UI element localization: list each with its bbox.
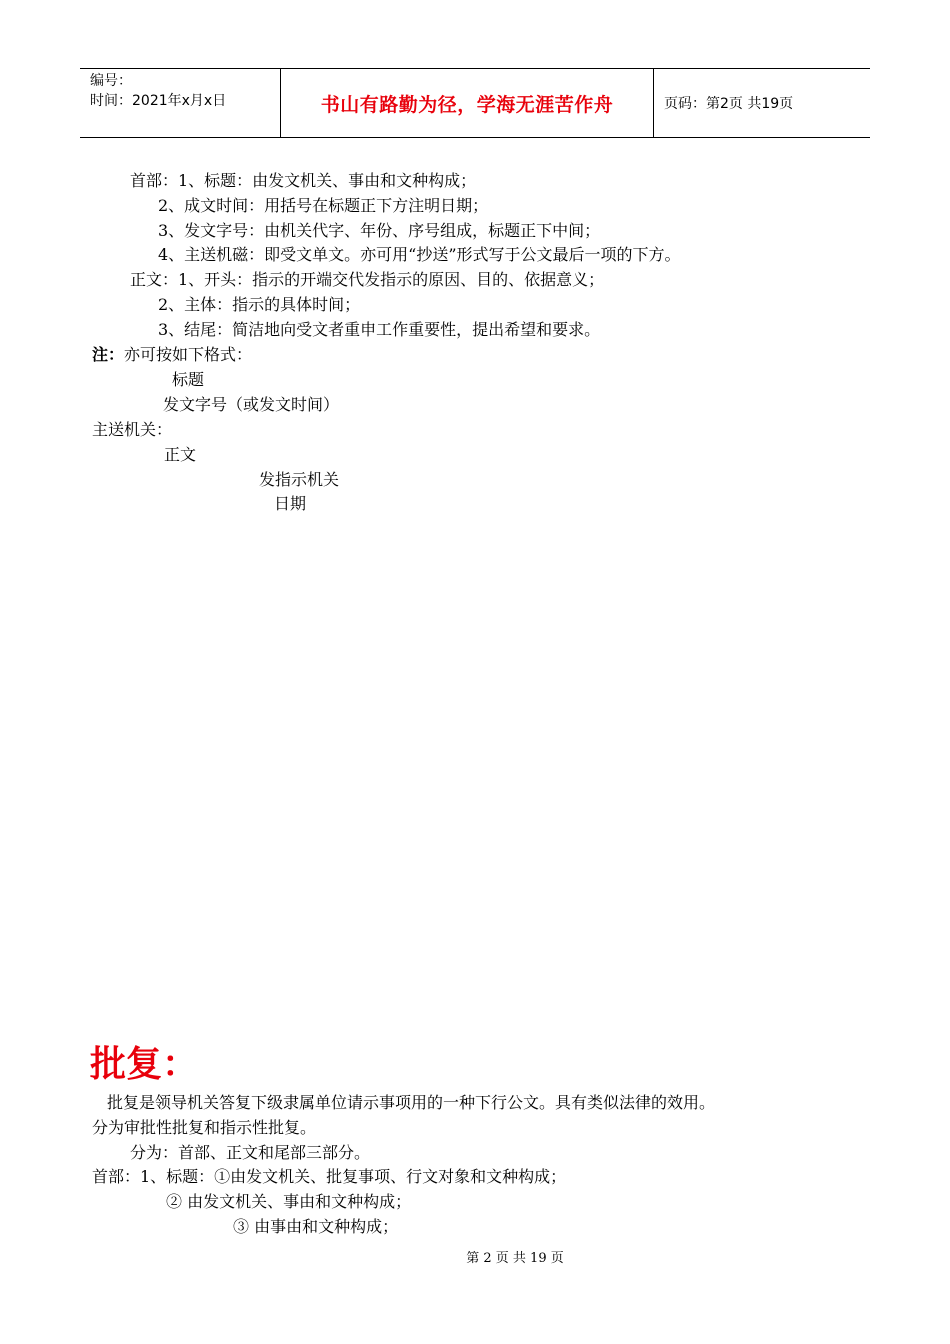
intro-line: 批复是领导机关答复下级隶属单位请示事项用的一种下行公文。具有类似法律的效用。 [107,1093,716,1112]
number-label: 编号： [90,73,132,89]
header-page-info: 页码：第2页 共19页 [664,96,794,112]
rule-line: ② 由发文机关、事由和文种构成； [166,1192,412,1211]
format-issuer: 发指示机关 [259,470,340,489]
text-line: 2、主体：指示的具体时间； [158,295,361,314]
format-doc-no: 发文字号（或发文时间） [163,395,340,414]
text-line: 3、发文字号：由机关代字、年份、序号组成，标题正下中间； [158,221,601,240]
note-line [92,344,252,366]
note-text: 亦可按如下格式： [124,345,253,364]
text-line: 2、成文时间：用括号在标题正下方注明日期； [158,196,489,215]
text-line: 首部：1、标题：由发文机关、事由和文种构成； [130,171,477,190]
format-body: 正文 [164,445,197,464]
text-line: 4、主送机磁：即受文单文。亦可用“抄送”形式写于公文最后一项的下方。 [158,245,681,264]
section-title: 批复： [90,1044,199,1085]
note-label: 注： [92,345,125,364]
format-title: 标题 [172,370,205,389]
parts-line: 分为：首部、正文和尾部三部分。 [130,1143,371,1162]
header-meta [80,69,281,137]
page-footer: 第 2 页 共 19 页 [466,1251,564,1266]
format-recipient: 主送机关： [92,420,173,439]
format-date: 日期 [274,494,307,513]
intro-line: 分为审批性批复和指示性批复。 [92,1118,317,1137]
rule-line: 首部：1、标题：①由发文机关、批复事项、行文对象和文种构成； [92,1167,567,1186]
rule-line: ③ 由事由和文种构成； [233,1217,399,1236]
text-line: 3、结尾：简洁地向受文者重申工作重要性，提出希望和要求。 [158,320,601,339]
text-line: 正文：1、开头：指示的开端交代发指示的原因、目的、依据意义； [130,270,605,289]
time-label: 时间：2021年x月x日 [90,93,227,109]
header-table [80,68,870,138]
header-motto: 书山有路勤为径，学海无涯苦作舟 [281,69,654,137]
